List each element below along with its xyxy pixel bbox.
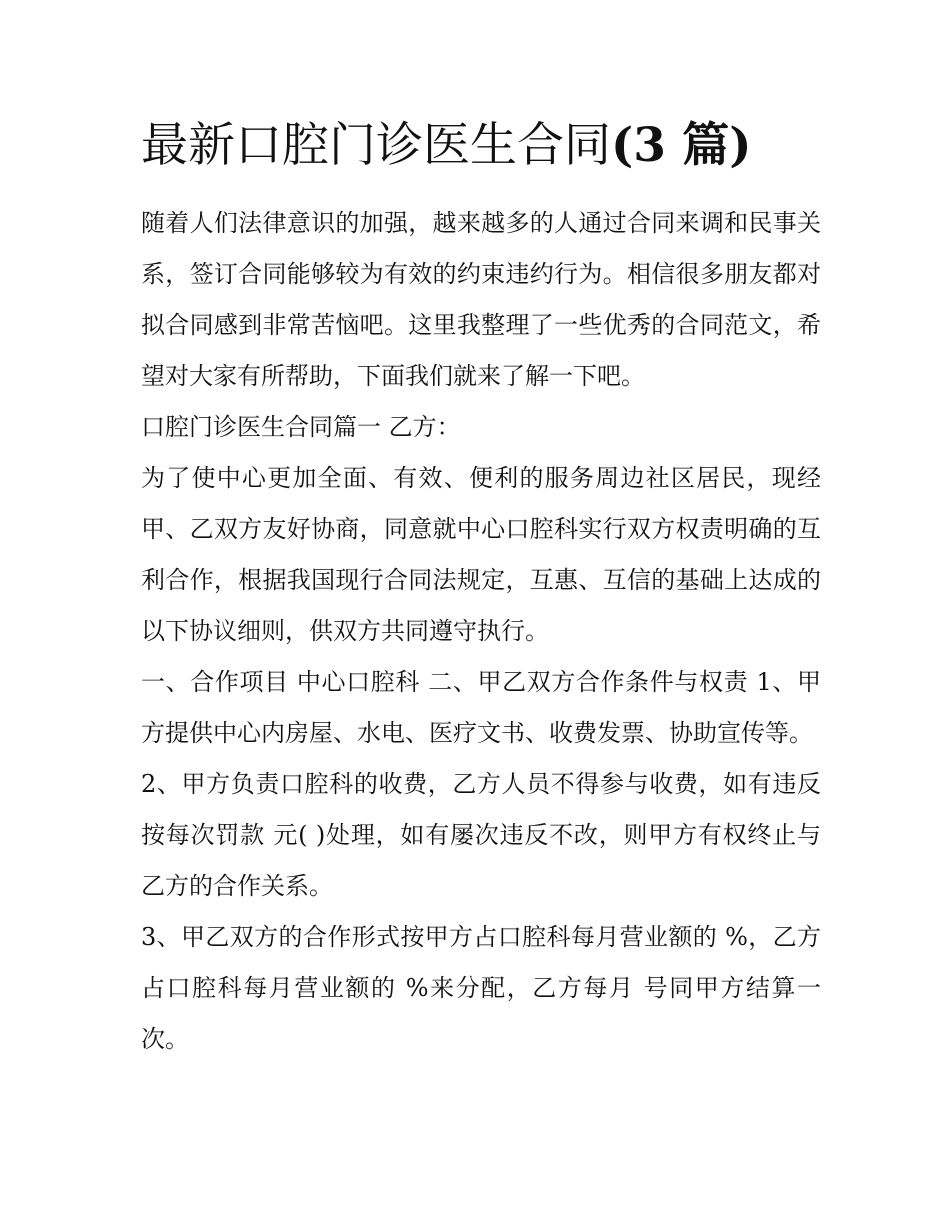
document-title-suffix: (3 篇)	[611, 118, 752, 173]
document-title	[141, 112, 821, 180]
paragraph-clause-2: 2、甲方负责口腔科的收费，乙方人员不得参与收费，如有违反按每次罚款 元( )处理，如有屡次违反不改，则甲方有权终止与乙方的合作关系。	[141, 770, 821, 900]
paragraph-intro: 随着人们法律意识的加强，越来越多的人通过合同来调和民事关系，签订合同能够较为有效的约束违约行为。相信很多朋友都对拟合同感到非常苦恼吧。这里我整理了一些优秀的合同范文，希望对大家有所帮助，下面我们就来了解一下吧。	[141, 209, 821, 390]
document-title-main: 最新口腔门诊医生合同	[141, 118, 611, 173]
paragraph-clause-3: 3、甲乙双方的合作形式按甲方占口腔科每月营业额的 %，乙方占口腔科每月营业额的 %来分配，乙方每月 号同甲方结算一次。	[141, 923, 821, 1053]
paragraph-section-heading: 口腔门诊医生合同篇一 乙方：	[141, 413, 461, 441]
paragraph-purpose: 为了使中心更加全面、有效、便利的服务周边社区居民，现经甲、乙双方友好协商，同意就中心口腔科实行双方权责明确的互利合作，根据我国现行合同法规定，互惠、互信的基础上达成的以下协议细则，供双方共同遵守执行。	[141, 464, 821, 645]
paragraph-clause-1: 一、合作项目 中心口腔科 二、甲乙双方合作条件与权责 1、甲方提供中心内房屋、水电、医疗文书、收费发票、协助宣传等。	[141, 668, 821, 747]
document-page	[141, 112, 821, 1065]
